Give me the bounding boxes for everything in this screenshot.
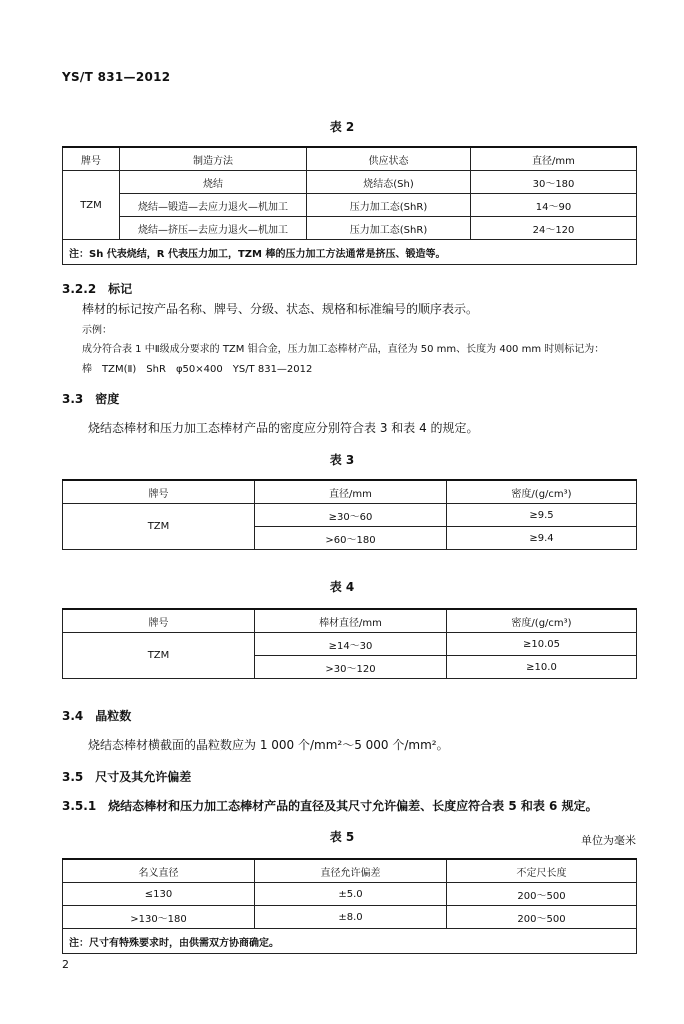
col-header: 牌号 — [63, 609, 255, 633]
table2 — [62, 146, 637, 265]
table-cell: ≥10.05 — [447, 633, 637, 656]
table-cell: 24～120 — [471, 217, 637, 240]
table2-caption: 表 2 — [329, 120, 355, 134]
table-cell: 烧结—挤压—去应力退火—机加工 — [120, 217, 307, 240]
table4-caption: 表 4 — [329, 580, 355, 594]
table-cell: 压力加工态(ShR) — [307, 217, 471, 240]
table-cell: 烧结 — [120, 171, 307, 194]
table-cell: 14～90 — [471, 194, 637, 217]
table3-caption: 表 3 — [329, 453, 355, 467]
table-header-row — [63, 480, 637, 504]
section-heading: 3.5 尺寸及其允许偏差 — [62, 770, 192, 784]
table-row — [63, 883, 637, 906]
col-header: 名义直径 — [63, 859, 255, 883]
table-cell: 30～180 — [471, 171, 637, 194]
table-cell: ≥9.4 — [447, 527, 637, 550]
col-header: 直径允许偏差 — [255, 859, 447, 883]
col-header: 牌号 — [63, 480, 255, 504]
section-heading: 3.3 密度 — [62, 392, 120, 406]
paragraph: 棒材的标记按产品名称、牌号、分级、状态、规格和标准编号的顺序表示。 — [82, 302, 479, 316]
table-cell: 200～500 — [447, 883, 637, 906]
table-cell: 压力加工态(ShR) — [307, 194, 471, 217]
col-header: 制造方法 — [120, 147, 307, 171]
col-header: 密度/(g/cm³) — [447, 609, 637, 633]
grade-cell: TZM — [63, 504, 255, 550]
section-heading: 3.4 晶粒数 — [62, 709, 132, 723]
table-row — [63, 504, 637, 527]
table-row — [63, 171, 637, 194]
section-heading: 3.2.2 标记 — [62, 282, 133, 296]
table-row — [63, 633, 637, 656]
col-header: 牌号 — [63, 147, 120, 171]
table-row — [63, 217, 637, 240]
grade-cell: TZM — [63, 633, 255, 679]
col-header: 不定尺长度 — [447, 859, 637, 883]
col-header: 直径/mm — [471, 147, 637, 171]
paragraph: 烧结态棒材横截面的晶粒数应为 1 000 个/mm²～5 000 个/mm²。 — [88, 738, 449, 752]
table-cell: 烧结态(Sh) — [307, 171, 471, 194]
units-note: 单位为毫米 — [581, 834, 636, 847]
table-cell: 200～500 — [447, 906, 637, 929]
table-cell: 烧结—锻造—去应力退火—机加工 — [120, 194, 307, 217]
table5-note: 注：尺寸有特殊要求时，由供需双方协商确定。 — [63, 929, 637, 954]
paragraph: 烧结态棒材和压力加工态棒材产品的密度应分别符合表 3 和表 4 的规定。 — [88, 421, 479, 435]
paragraph: 3.5.1 烧结态棒材和压力加工态棒材产品的直径及其尺寸允许偏差、长度应符合表 5 和表 6 规定。 — [62, 799, 598, 813]
table2-note: 注：Sh 代表烧结，R 代表压力加工，TZM 棒的压力加工方法通常是挤压、锻造等。 — [63, 240, 637, 265]
table3 — [62, 479, 637, 550]
table-note-row — [63, 240, 637, 265]
col-header: 密度/(g/cm³) — [447, 480, 637, 504]
table-cell: ≤130 — [63, 883, 255, 906]
table5-caption: 表 5 — [329, 830, 355, 844]
table-header-row — [63, 859, 637, 883]
table-header-row — [63, 609, 637, 633]
table-cell: ±5.0 — [255, 883, 447, 906]
grade-cell: TZM — [63, 171, 120, 240]
table-cell: >130～180 — [63, 906, 255, 929]
table-note-row — [63, 929, 637, 954]
table-cell: ≥14～30 — [255, 633, 447, 656]
table5 — [62, 858, 637, 954]
example-mark: 棒 TZM(Ⅱ) ShR φ50×400 YS/T 831—2012 — [82, 364, 313, 375]
standard-header: YS/T 831—2012 — [62, 70, 171, 84]
page-number: 2 — [62, 958, 69, 971]
table-header-row — [63, 147, 637, 171]
table-cell: >30～120 — [255, 656, 447, 679]
table-row — [63, 906, 637, 929]
example-text: 成分符合表 1 中Ⅱ级成分要求的 TZM 钼合金，压力加工态棒材产品，直径为 50 mm、长度为 400 mm 时则标记为： — [82, 344, 605, 355]
col-header: 直径/mm — [255, 480, 447, 504]
table-cell: ±8.0 — [255, 906, 447, 929]
example-label: 示例： — [82, 325, 112, 336]
col-header: 供应状态 — [307, 147, 471, 171]
table-cell: ≥10.0 — [447, 656, 637, 679]
col-header: 棒材直径/mm — [255, 609, 447, 633]
table-row — [63, 194, 637, 217]
table4 — [62, 608, 637, 679]
table-cell: >60～180 — [255, 527, 447, 550]
table-cell: ≥9.5 — [447, 504, 637, 527]
table-cell: ≥30～60 — [255, 504, 447, 527]
